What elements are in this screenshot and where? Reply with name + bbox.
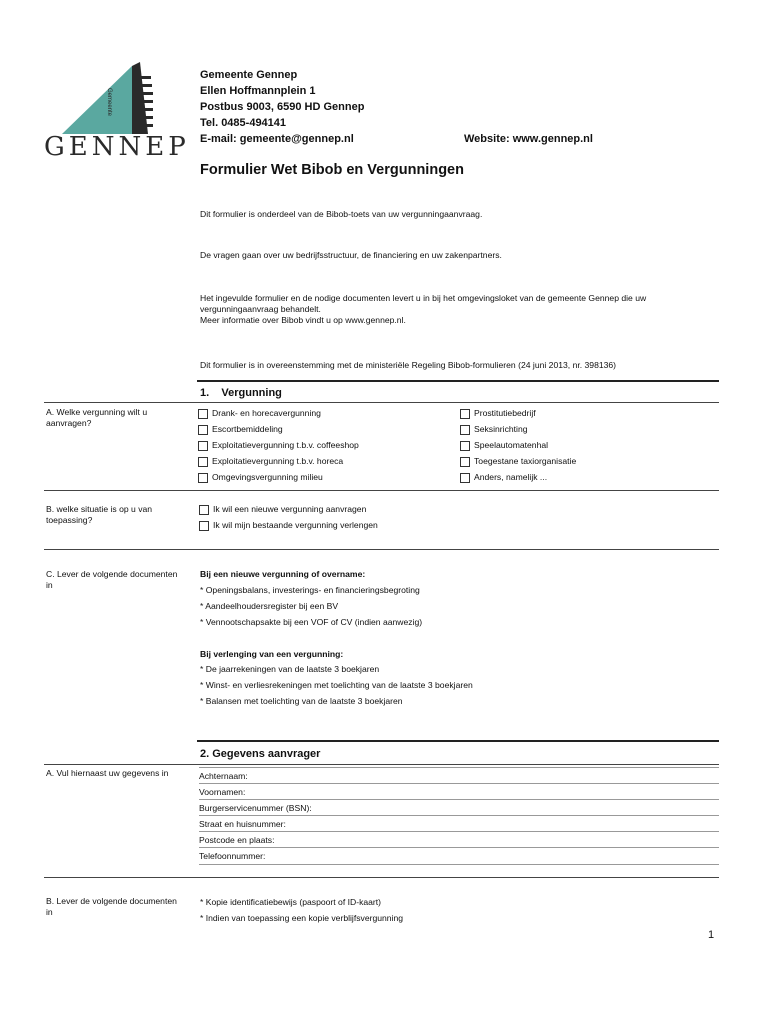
field-voornamen[interactable] xyxy=(199,783,719,800)
checkbox[interactable] xyxy=(460,425,470,435)
question-1c-line-2: in xyxy=(46,580,53,590)
question-1c xyxy=(46,569,177,591)
checkbox[interactable] xyxy=(198,473,208,483)
new-doc-2: * Aandeelhoudersregister bij een BV xyxy=(200,601,339,611)
checkbox[interactable] xyxy=(198,457,208,467)
section2-divider-2 xyxy=(44,877,719,878)
section1-rule xyxy=(197,380,719,382)
address-line-1: Gemeente Gennep xyxy=(200,69,298,81)
option-seksinrichting[interactable] xyxy=(460,424,528,435)
checkbox[interactable] xyxy=(460,409,470,419)
question-2b-line-1: B. Lever de volgende documenten xyxy=(46,896,177,906)
option-label: Seksinrichting xyxy=(474,424,528,434)
option-escort[interactable] xyxy=(198,424,283,435)
option-anders[interactable] xyxy=(460,472,547,483)
checkbox[interactable] xyxy=(460,473,470,483)
logo-wordmark: GENNEP xyxy=(44,132,190,162)
field-bsn[interactable] xyxy=(199,799,719,816)
renew-docs-heading: Bij verlenging van een vergunning: xyxy=(200,649,344,659)
question-1a-line-1: A. Welke vergunning wilt u xyxy=(46,407,148,417)
option-prostitutie[interactable] xyxy=(460,408,536,419)
new-doc-1: * Openingsbalans, investerings- en financieringsbegroting xyxy=(200,585,420,595)
field-telefoon[interactable] xyxy=(199,847,719,865)
address-line-2: Ellen Hoffmannplein 1 xyxy=(200,85,316,97)
logo-mark-icon xyxy=(44,62,194,134)
field-label: Burgerservicenummer (BSN): xyxy=(199,803,312,813)
new-docs-heading: Bij een nieuwe vergunning of overname: xyxy=(200,569,366,579)
section1-divider-2 xyxy=(44,490,719,491)
gennep-logo xyxy=(44,62,194,162)
intro-p3-line-1: Het ingevulde formulier en de nodige documenten levert u in bij het omgevingsloket van de gemeente Gennep die uw xyxy=(200,293,647,303)
section2-rule xyxy=(197,740,719,742)
address-line-4: Tel. 0485-494141 xyxy=(200,117,287,129)
question-1b xyxy=(46,504,152,526)
question-1b-line-2: toepassing? xyxy=(46,515,93,525)
new-doc-3: * Vennootschapsakte bij een VOF of CV (indien aanwezig) xyxy=(200,617,423,627)
checkbox[interactable] xyxy=(199,505,209,515)
field-label: Voornamen: xyxy=(199,787,246,797)
question-1c-line-1: C. Lever de volgende documenten xyxy=(46,569,178,579)
intro-p4: Dit formulier is in overeenstemming met de ministeriële Regeling Bibob-formulieren (24 juni 2013, nr. 398136) xyxy=(200,360,617,370)
section1-divider xyxy=(44,402,719,403)
address-block xyxy=(200,67,720,147)
question-1b-line-1: B. welke situatie is op u van xyxy=(46,504,153,514)
checkbox[interactable] xyxy=(198,425,208,435)
section1-divider-3 xyxy=(44,549,719,550)
id-doc-1: * Kopie identificatiebewijs (paspoort of ID-kaart) xyxy=(200,897,382,907)
renew-doc-3: * Balansen met toelichting van de laatste 3 boekjaren xyxy=(200,696,403,706)
option-label: Ik wil mijn bestaande vergunning verlengen xyxy=(213,520,378,530)
option-label: Anders, namelijk ... xyxy=(474,472,548,482)
checkbox[interactable] xyxy=(198,409,208,419)
field-label: Achternaam: xyxy=(199,771,248,781)
field-straat[interactable] xyxy=(199,815,719,832)
option-exploitatie-horeca[interactable] xyxy=(198,456,343,467)
intro-p1: Dit formulier is onderdeel van de Bibob-toets van uw vergunningaanvraag. xyxy=(200,209,483,219)
renew-doc-1: * De jaarrekeningen van de laatste 3 boekjaren xyxy=(200,664,380,674)
address-email: E-mail: gemeente@gennep.nl xyxy=(200,133,354,145)
question-2a: A. Vul hiernaast uw gegevens in xyxy=(46,768,169,778)
option-label: Speelautomatenhal xyxy=(474,440,549,450)
field-label: Postcode en plaats: xyxy=(199,835,275,845)
option-label: Exploitatievergunning t.b.v. coffeeshop xyxy=(212,440,359,450)
renew-doc-2: * Winst- en verliesrekeningen met toelichting van de laatste 3 boekjaren xyxy=(200,680,473,690)
option-taxiorganisatie[interactable] xyxy=(460,456,576,467)
option-label: Omgevingsvergunning milieu xyxy=(212,472,323,482)
field-label: Telefoonnummer: xyxy=(199,851,266,861)
section1-heading: 1. Vergunning xyxy=(200,387,282,399)
section2-heading: 2. Gegevens aanvrager xyxy=(200,748,321,760)
page-number: 1 xyxy=(708,929,715,941)
intro-p3-line-2: vergunningaanvraag behandelt. xyxy=(200,304,321,314)
option-label: Toegestane taxiorganisatie xyxy=(474,456,577,466)
checkbox[interactable] xyxy=(460,457,470,467)
address-line-3: Postbus 9003, 6590 HD Gennep xyxy=(200,101,365,113)
situation-new[interactable] xyxy=(199,504,366,515)
option-omgeving-milieu[interactable] xyxy=(198,472,323,483)
intro-p3-line-3: Meer informatie over Bibob vindt u op www.gennep.nl. xyxy=(200,315,406,325)
intro-p3 xyxy=(200,293,730,326)
option-label: Ik wil een nieuwe vergunning aanvragen xyxy=(213,504,367,514)
logo-tagline: Gemeente xyxy=(106,88,112,117)
field-achternaam[interactable] xyxy=(199,767,719,784)
checkbox[interactable] xyxy=(199,521,209,531)
field-postcode[interactable] xyxy=(199,831,719,848)
page-title: Formulier Wet Bibob en Vergunningen xyxy=(200,162,464,178)
address-website: Website: www.gennep.nl xyxy=(464,133,593,145)
option-drank-horeca[interactable] xyxy=(198,408,321,419)
option-speelautomatenhal[interactable] xyxy=(460,440,548,451)
question-2b-line-2: in xyxy=(46,907,53,917)
option-coffeeshop[interactable] xyxy=(198,440,359,451)
intro-p2: De vragen gaan over uw bedrijfsstructuur, de financiering en uw zakenpartners. xyxy=(200,250,502,260)
option-label: Exploitatievergunning t.b.v. horeca xyxy=(212,456,344,466)
question-1a xyxy=(46,407,147,429)
question-2b xyxy=(46,896,177,918)
checkbox[interactable] xyxy=(198,441,208,451)
option-label: Drank- en horecavergunning xyxy=(212,408,321,418)
option-label: Escortbemiddeling xyxy=(212,424,283,434)
checkbox[interactable] xyxy=(460,441,470,451)
situation-renew[interactable] xyxy=(199,520,378,531)
option-label: Prostitutiebedrijf xyxy=(474,408,536,418)
field-label: Straat en huisnummer: xyxy=(199,819,286,829)
question-1a-line-2: aanvragen? xyxy=(46,418,92,428)
id-doc-2: * Indien van toepassing een kopie verblijfsvergunning xyxy=(200,913,404,923)
section2-divider xyxy=(44,764,719,765)
